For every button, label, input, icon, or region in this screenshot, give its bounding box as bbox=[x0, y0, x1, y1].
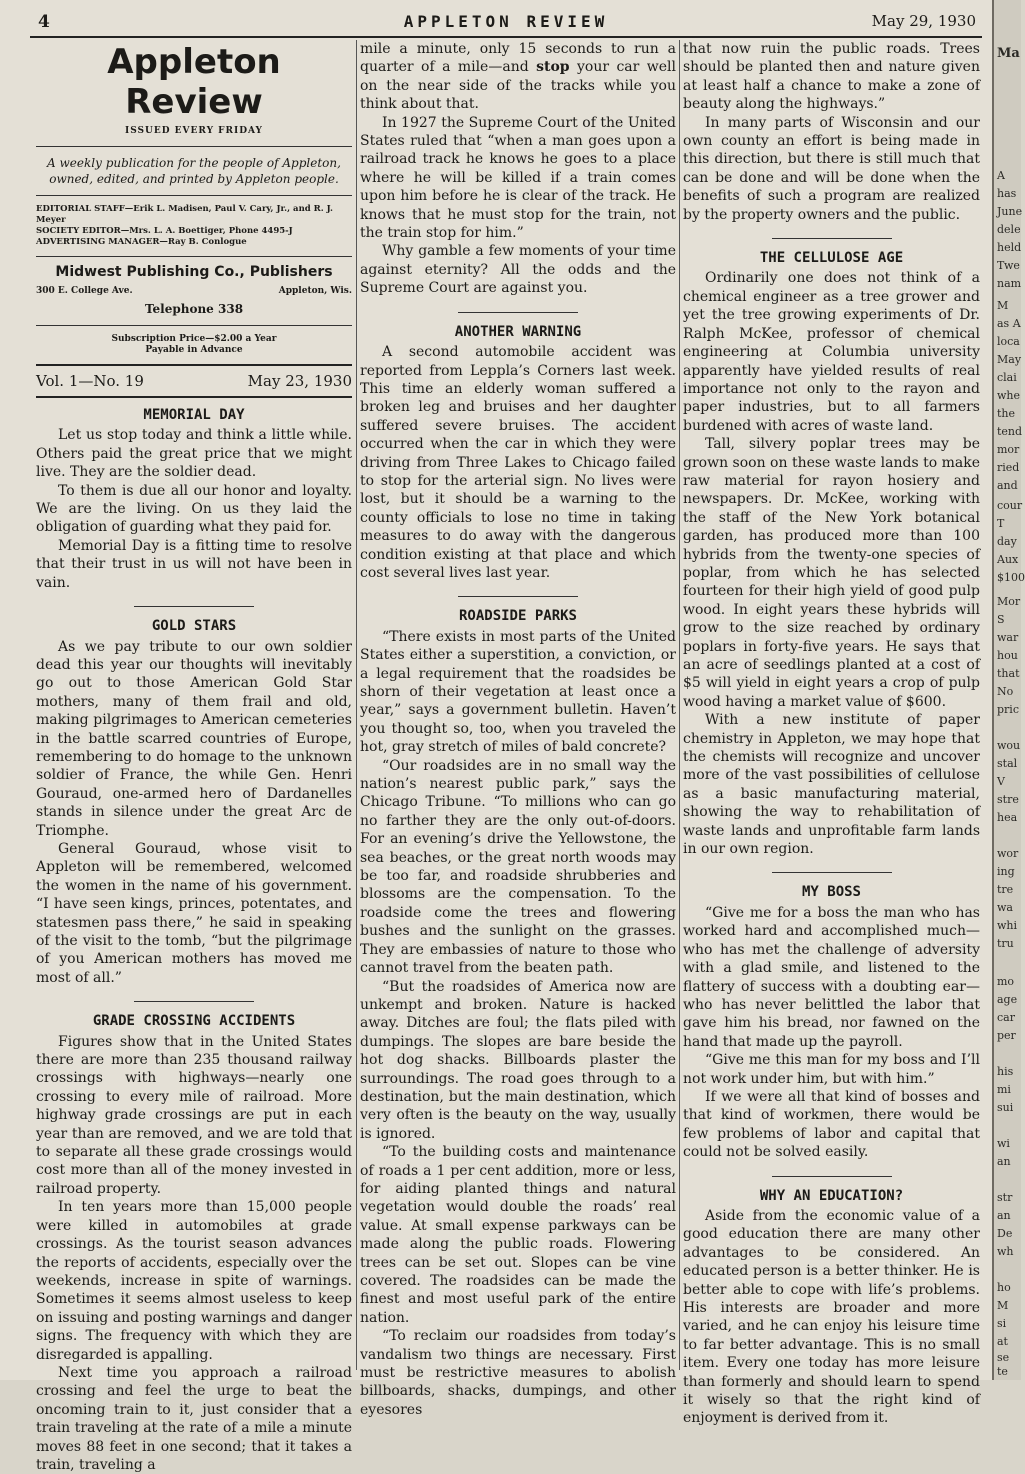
page-edge-fragment: A bbox=[997, 169, 1005, 182]
page-edge-fragment: stre bbox=[997, 793, 1019, 806]
article-paragraph: General Gouraud, whose visit to Appleton will be remembered, welcomed the women in the name of his government. “I have seen kings, princes, potentates, and statesmen pass there,” he said in speaking of the visit to the tomb, “but the pilgrimage of you American mothers has moved me most of all.” bbox=[36, 840, 352, 986]
column-1 bbox=[36, 40, 352, 1473]
article-paragraph-continued bbox=[360, 40, 676, 114]
page-edge-fragment: mor bbox=[997, 443, 1020, 456]
page-edge-fragment: whe bbox=[997, 389, 1021, 402]
page-edge-fragment: day bbox=[997, 535, 1017, 548]
article-paragraph: Figures show that in the United States there are more than 235 thousand railway crossings with highways—nearly one crossing to every mile of railroad. More highway grade crossings are put in each year than are removed, and we are told that to separate all these grade crossings would cost more than all of the money invested in railroad property. bbox=[36, 1033, 352, 1197]
staff-advertising: ADVERTISING MANAGER—Ray B. Conlogue bbox=[36, 237, 247, 248]
page-edge-fragment: war bbox=[997, 631, 1019, 644]
publisher-address-row bbox=[36, 282, 352, 300]
column-3 bbox=[683, 40, 980, 1427]
article-paragraph: Ordinarily one does not think of a chemical engineer as a tree grower and yet the tree growing experiments of Dr. Ralph McKee, professor of chemical engineering at Columbia university apparently have yielded results of real importance not only to the rayon and paper industries, but to all farmers burdened with acres of waste land. bbox=[683, 270, 980, 434]
page-edge-fragment: mo bbox=[997, 975, 1015, 988]
article-paragraph: “But the roadsides of America now are unkempt and broken. Nature is hacked away. Ditches are foul; the flats piled with dumpings. The slopes are bare beside the hot dog shacks. Billboards plaster the surroundings. The road goes through to a destination, but the main destination, which very often is the beauty on the way, usually is ignored. bbox=[360, 978, 676, 1142]
page-masthead bbox=[30, 8, 982, 38]
article-separator bbox=[134, 1001, 254, 1002]
article-paragraph: In 1927 the Supreme Court of the United States ruled that “when a man goes upon a railroad track he knows he goes to a place where he will be killed if a train comes upon him before he is clear of the track. He knows that he must stop for the train, not the train stop for him.” bbox=[360, 114, 676, 242]
page-edge-fragment: the bbox=[997, 407, 1016, 420]
page-edge-fragment: per bbox=[997, 1029, 1016, 1042]
article-paragraph: To them is due all our honor and loyalty. We are the living. On us they laid the obligation of guarding what they paid for. bbox=[36, 482, 352, 536]
subscription-terms: Payable in Advance bbox=[145, 344, 243, 355]
volume-number: Vol. 1—No. 19 bbox=[36, 371, 144, 390]
issue-date: May 23, 1930 bbox=[247, 371, 352, 390]
headline-why-education: WHY AN EDUCATION? bbox=[759, 1187, 904, 1204]
page-edge-fragment: and bbox=[997, 479, 1018, 492]
page-edge-fragment: T bbox=[997, 517, 1005, 530]
page-edge-fragment: car bbox=[997, 1011, 1015, 1024]
page-edge-fragment: an bbox=[997, 1209, 1011, 1222]
page-edge-fragment: hou bbox=[997, 649, 1018, 662]
column-2 bbox=[360, 40, 676, 1418]
article-paragraph: “To the building costs and maintenance of roads a 1 per cent addition, more or less, for aiding planted things and natural vegetation would double the roads’ real value. At small expense parkways can be made along the public roads. Flowering trees can be set out. Slopes can be vine covered. The roadsides can be made the finest and most useful park of the entire nation. bbox=[360, 1144, 676, 1326]
issued-line: ISSUED EVERY FRIDAY bbox=[36, 122, 352, 147]
staff-editorial: EDITORIAL STAFF—Erik L. Madisen, Paul V. Cary, Jr., and R. J. Meyer bbox=[36, 204, 333, 226]
publisher: Midwest Publishing Co., Publishers bbox=[36, 256, 352, 281]
column-rule bbox=[679, 40, 680, 1370]
article-paragraph: “Give me this man for my boss and I’ll not work under him, but with him.” bbox=[683, 1052, 980, 1087]
article-paragraph: Tall, silvery poplar trees may be grown soon on these waste lands to make raw material for rayon hosiery and newspapers. Dr. McKee, working with the staff of the New York botanical garden, has produced more than 100 hybrids from the twenty-one species of poplar, from which he has selected fourteen for their high yield of good pulp wood. In eight years these hybrids will grow to the size reached by ordinary poplars in forty-five years. He says that an acre of seedlings planted at a cost of $5 will yield in eight years a crop of pulp wood having a market value of $600. bbox=[683, 436, 980, 710]
page-edge-fragment: M bbox=[997, 1299, 1009, 1312]
page-edge-fragment: V bbox=[997, 775, 1005, 788]
page-edge-fragment: wor bbox=[997, 847, 1019, 860]
page-edge-fragment: De bbox=[997, 1227, 1013, 1240]
page-edge-fragment: se bbox=[997, 1351, 1010, 1364]
article-separator bbox=[772, 1176, 892, 1177]
page-edge-fragment: pric bbox=[997, 703, 1019, 716]
publisher-city: Appleton, Wis. bbox=[278, 285, 352, 296]
page-edge-fragment: wa bbox=[997, 901, 1013, 914]
staff-society: SOCIETY EDITOR—Mrs. L. A. Boettiger, Phone 4495-J bbox=[36, 226, 293, 237]
page-edge-fragment: stal bbox=[997, 757, 1018, 770]
nameplate-title: Appleton Review bbox=[107, 42, 281, 122]
page-edge-fragment: cour bbox=[997, 499, 1023, 512]
article-paragraph: In ten years more than 15,000 people were killed in automobiles at grade crossings. As the tourist season advances the reports of accidents, especially over the weekends, increase in spite of warnings. Sometimes it seems almost useless to keep on issuing and posting warnings and danger signs. The frequency with which they are disregarded is appalling. bbox=[36, 1199, 352, 1363]
emphasis-stop: stop bbox=[536, 59, 570, 76]
page-edge-fragment: as A bbox=[997, 317, 1021, 330]
page-edge-fragment: hea bbox=[997, 811, 1018, 824]
headline-my-boss: MY BOSS bbox=[801, 884, 861, 901]
page-edge-fragment: te bbox=[997, 1365, 1008, 1378]
article-paragraph-continued: that now ruin the public roads. Trees should be planted then and nature given at least half a chance to make a zone of beauty along the highways.” bbox=[683, 41, 980, 113]
page-date: May 29, 1930 bbox=[871, 12, 976, 30]
article-paragraph: “Our roadsides are in no small way the nation’s nearest public park,” says the Chicago Tribune. “To millions who can go no farther they are the only out-of-doors. For an evening’s drive the Yellowstone, the sea beaches, or the great north woods may be too far, and roadside shrubberies and blossoms are the compensation. To the roadside come the trees and flowering bushes and the sunlight on the grasses. They are embassies of nature to those who cannot travel from the beaten path. bbox=[360, 757, 676, 977]
headline-roadside-parks: ROADSIDE PARKS bbox=[458, 608, 577, 625]
page-edge-fragment: wh bbox=[997, 1245, 1014, 1258]
article-paragraph: “To reclaim our roadsides from today’s vandalism two things are necessary. First must be restrictive measures to abolish billboards, shacks, dumpings, and other eyesores bbox=[360, 1328, 676, 1418]
article-paragraph: In many parts of Wisconsin and our own county an effort is being made in this direction, but there is still much that can be done and will be done when the benefits of such a program are realized by the property owners and the public. bbox=[683, 114, 980, 223]
page-edge-fragment: ho bbox=[997, 1281, 1011, 1294]
page-edge-fragment: nam bbox=[997, 277, 1022, 290]
page-edge-fragment: Aux bbox=[997, 553, 1019, 566]
continued-text: your car well on the near side of the tracks while you think about that. bbox=[360, 59, 676, 113]
article-separator bbox=[458, 596, 578, 597]
page-edge-fragment: str bbox=[997, 1191, 1013, 1204]
page-edge-fragment: loca bbox=[997, 335, 1020, 348]
page-edge-fragment: wou bbox=[997, 739, 1021, 752]
headline-grade-crossing: GRADE CROSSING ACCIDENTS bbox=[92, 1013, 296, 1030]
page-edge-fragment: at bbox=[997, 1335, 1008, 1348]
article-paragraph: Next time you approach a railroad crossing and feel the urge to beat the oncoming train to it, just consider that a train traveling at the rate of a mile a minute moves 88 feet in one second; that it takes a train, traveling a bbox=[36, 1364, 352, 1473]
subscription-price: Subscription Price—$2.00 a Year bbox=[111, 333, 277, 344]
page-edge-fragment: sui bbox=[997, 1101, 1014, 1114]
paper-title: APPLETON REVIEW bbox=[403, 12, 609, 31]
page-edge-fragment: June bbox=[997, 205, 1023, 218]
article-paragraph: “Give me for a boss the man who has worked hard and accomplished much—who has met the challenge of adversity with a glad smile, and listened to the flattery of success with a doubting ear—who has never belittled the labor that gave him his bread, nor fawned on the hand that made up the payroll. bbox=[683, 904, 980, 1050]
article-paragraph: With a new institute of paper chemistry in Appleton, we may hope that the chemists will recognize and uncover more of the vast possibilities of cellulose as a basic manufacturing material, showing the way to rehabilitation of waste lands and unprofitable farm lands in our own region. bbox=[683, 712, 980, 858]
volume-row bbox=[36, 366, 352, 398]
page-edge-fragment: held bbox=[997, 241, 1022, 254]
article-separator bbox=[134, 606, 254, 607]
page-edge-fragment: ing bbox=[997, 865, 1015, 878]
headline-memorial-day: MEMORIAL DAY bbox=[143, 407, 245, 424]
page-edge-fragment: Mor bbox=[997, 595, 1021, 608]
page-edge-fragment: si bbox=[997, 1317, 1007, 1330]
page-edge-fragment: ried bbox=[997, 461, 1020, 474]
page-edge-fragment: has bbox=[997, 187, 1017, 200]
headline-another-warning: ANOTHER WARNING bbox=[454, 323, 582, 340]
page-edge-fragment: Ma bbox=[997, 46, 1020, 61]
page-edge-fragment: S bbox=[997, 613, 1005, 626]
page-number: 4 bbox=[38, 12, 50, 32]
article-paragraph: As we pay tribute to our own soldier dead this year our thoughts will inevitably go out to those American Gold Star mothers, many of them frail and old, making pilgrimages to American cemeteries in the battle scarred countries of Europe, remembering to do homage to the unknown soldier of France, the while Gen. Henri Gouraud, one-armed hero of Dardanelles stands in silence under the great Arc de Triomphe. bbox=[36, 638, 352, 839]
article-paragraph: “There exists in most parts of the United States either a superstition, a conviction, or a legal requirement that the roadsides be shorn of their vegetation at least once a year,” says a government bulletin. Haven’t you thought so, too, when you traveled the hot, gray stretch of miles of bald concrete? bbox=[360, 628, 676, 756]
page-edge-fragment: wi bbox=[997, 1137, 1010, 1150]
headline-cellulose-age: THE CELLULOSE AGE bbox=[759, 250, 904, 267]
article-separator bbox=[458, 312, 578, 313]
page-edge-fragment: May bbox=[997, 353, 1022, 366]
page-edge-fragment: dele bbox=[997, 223, 1021, 236]
article-paragraph: Memorial Day is a fitting time to resolve that their trust in us will not have been in vain. bbox=[36, 537, 352, 591]
page-edge-fragment: No bbox=[997, 685, 1014, 698]
page-edge-fragment: that bbox=[997, 667, 1020, 680]
page-edge-fragment: whi bbox=[997, 919, 1018, 932]
page-edge-fragment: his bbox=[997, 1065, 1014, 1078]
article-paragraph: A second automobile accident was reported from Leppla’s Corners last week. This time an elderly woman suffered a broken leg and bruises and her daughter suffered severe bruises. The accident occurred when the car in which they were driving from Three Lakes to Chicago failed to stop for the arterial sign. No lives were lost, but it should be a warning to the county officials to lose no time in taking measures to do away with the dangerous condition existing at that place and which cost several lives last year. bbox=[360, 344, 676, 581]
article-paragraph: Why gamble a few moments of your time against eternity? All the odds and the Supreme Court are against you. bbox=[360, 243, 676, 297]
publisher-address: 300 E. College Ave. bbox=[36, 285, 133, 296]
page-edge-fragment: tru bbox=[997, 937, 1014, 950]
page-edge-fragment: tre bbox=[997, 883, 1014, 896]
column-rule bbox=[356, 40, 357, 1370]
page-edge-fragment: mi bbox=[997, 1083, 1011, 1096]
article-paragraph: Aside from the economic value of a good education there are many other advantages to be considered. An educated person is a better thinker. He is better able to cope with life’s problems. His interests are broader and more varied, and he can enjoy his leisure time to far better advantage. This is no small item. Every one today has more leisure than formerly and should learn to spend it wisely so that the right kind of enjoyment is derived from it. bbox=[683, 1207, 980, 1427]
tagline: A weekly publication for the people of Appleton, owned, edited, and printed by Appleton people. bbox=[36, 155, 352, 196]
page-edge-fragment: Twe bbox=[997, 259, 1020, 272]
telephone: Telephone 338 bbox=[144, 302, 244, 317]
article-separator bbox=[772, 872, 892, 873]
headline-gold-stars: GOLD STARS bbox=[151, 618, 237, 635]
article-paragraph: Let us stop today and think a little while. Others paid the great price that we might live. They are the soldier dead. bbox=[36, 427, 352, 481]
page-edge-fragment: clai bbox=[997, 371, 1017, 384]
page-edge-fragment: age bbox=[997, 993, 1018, 1006]
continued-text: mile a minute, only 15 seconds to run a quarter of a mile—and bbox=[360, 41, 676, 76]
adjacent-page-edge bbox=[992, 0, 1025, 1380]
article-paragraph: If we were all that kind of bosses and that kind of workmen, there would be few problems of labor and capital that could not be solved easily. bbox=[683, 1088, 980, 1161]
page-edge-fragment: an bbox=[997, 1155, 1011, 1168]
article-separator bbox=[772, 238, 892, 239]
page-edge-fragment: M bbox=[997, 299, 1009, 312]
page-edge-fragment: tend bbox=[997, 425, 1023, 438]
page-edge-fragment: $100 bbox=[997, 571, 1025, 584]
subscription-box bbox=[36, 325, 352, 366]
